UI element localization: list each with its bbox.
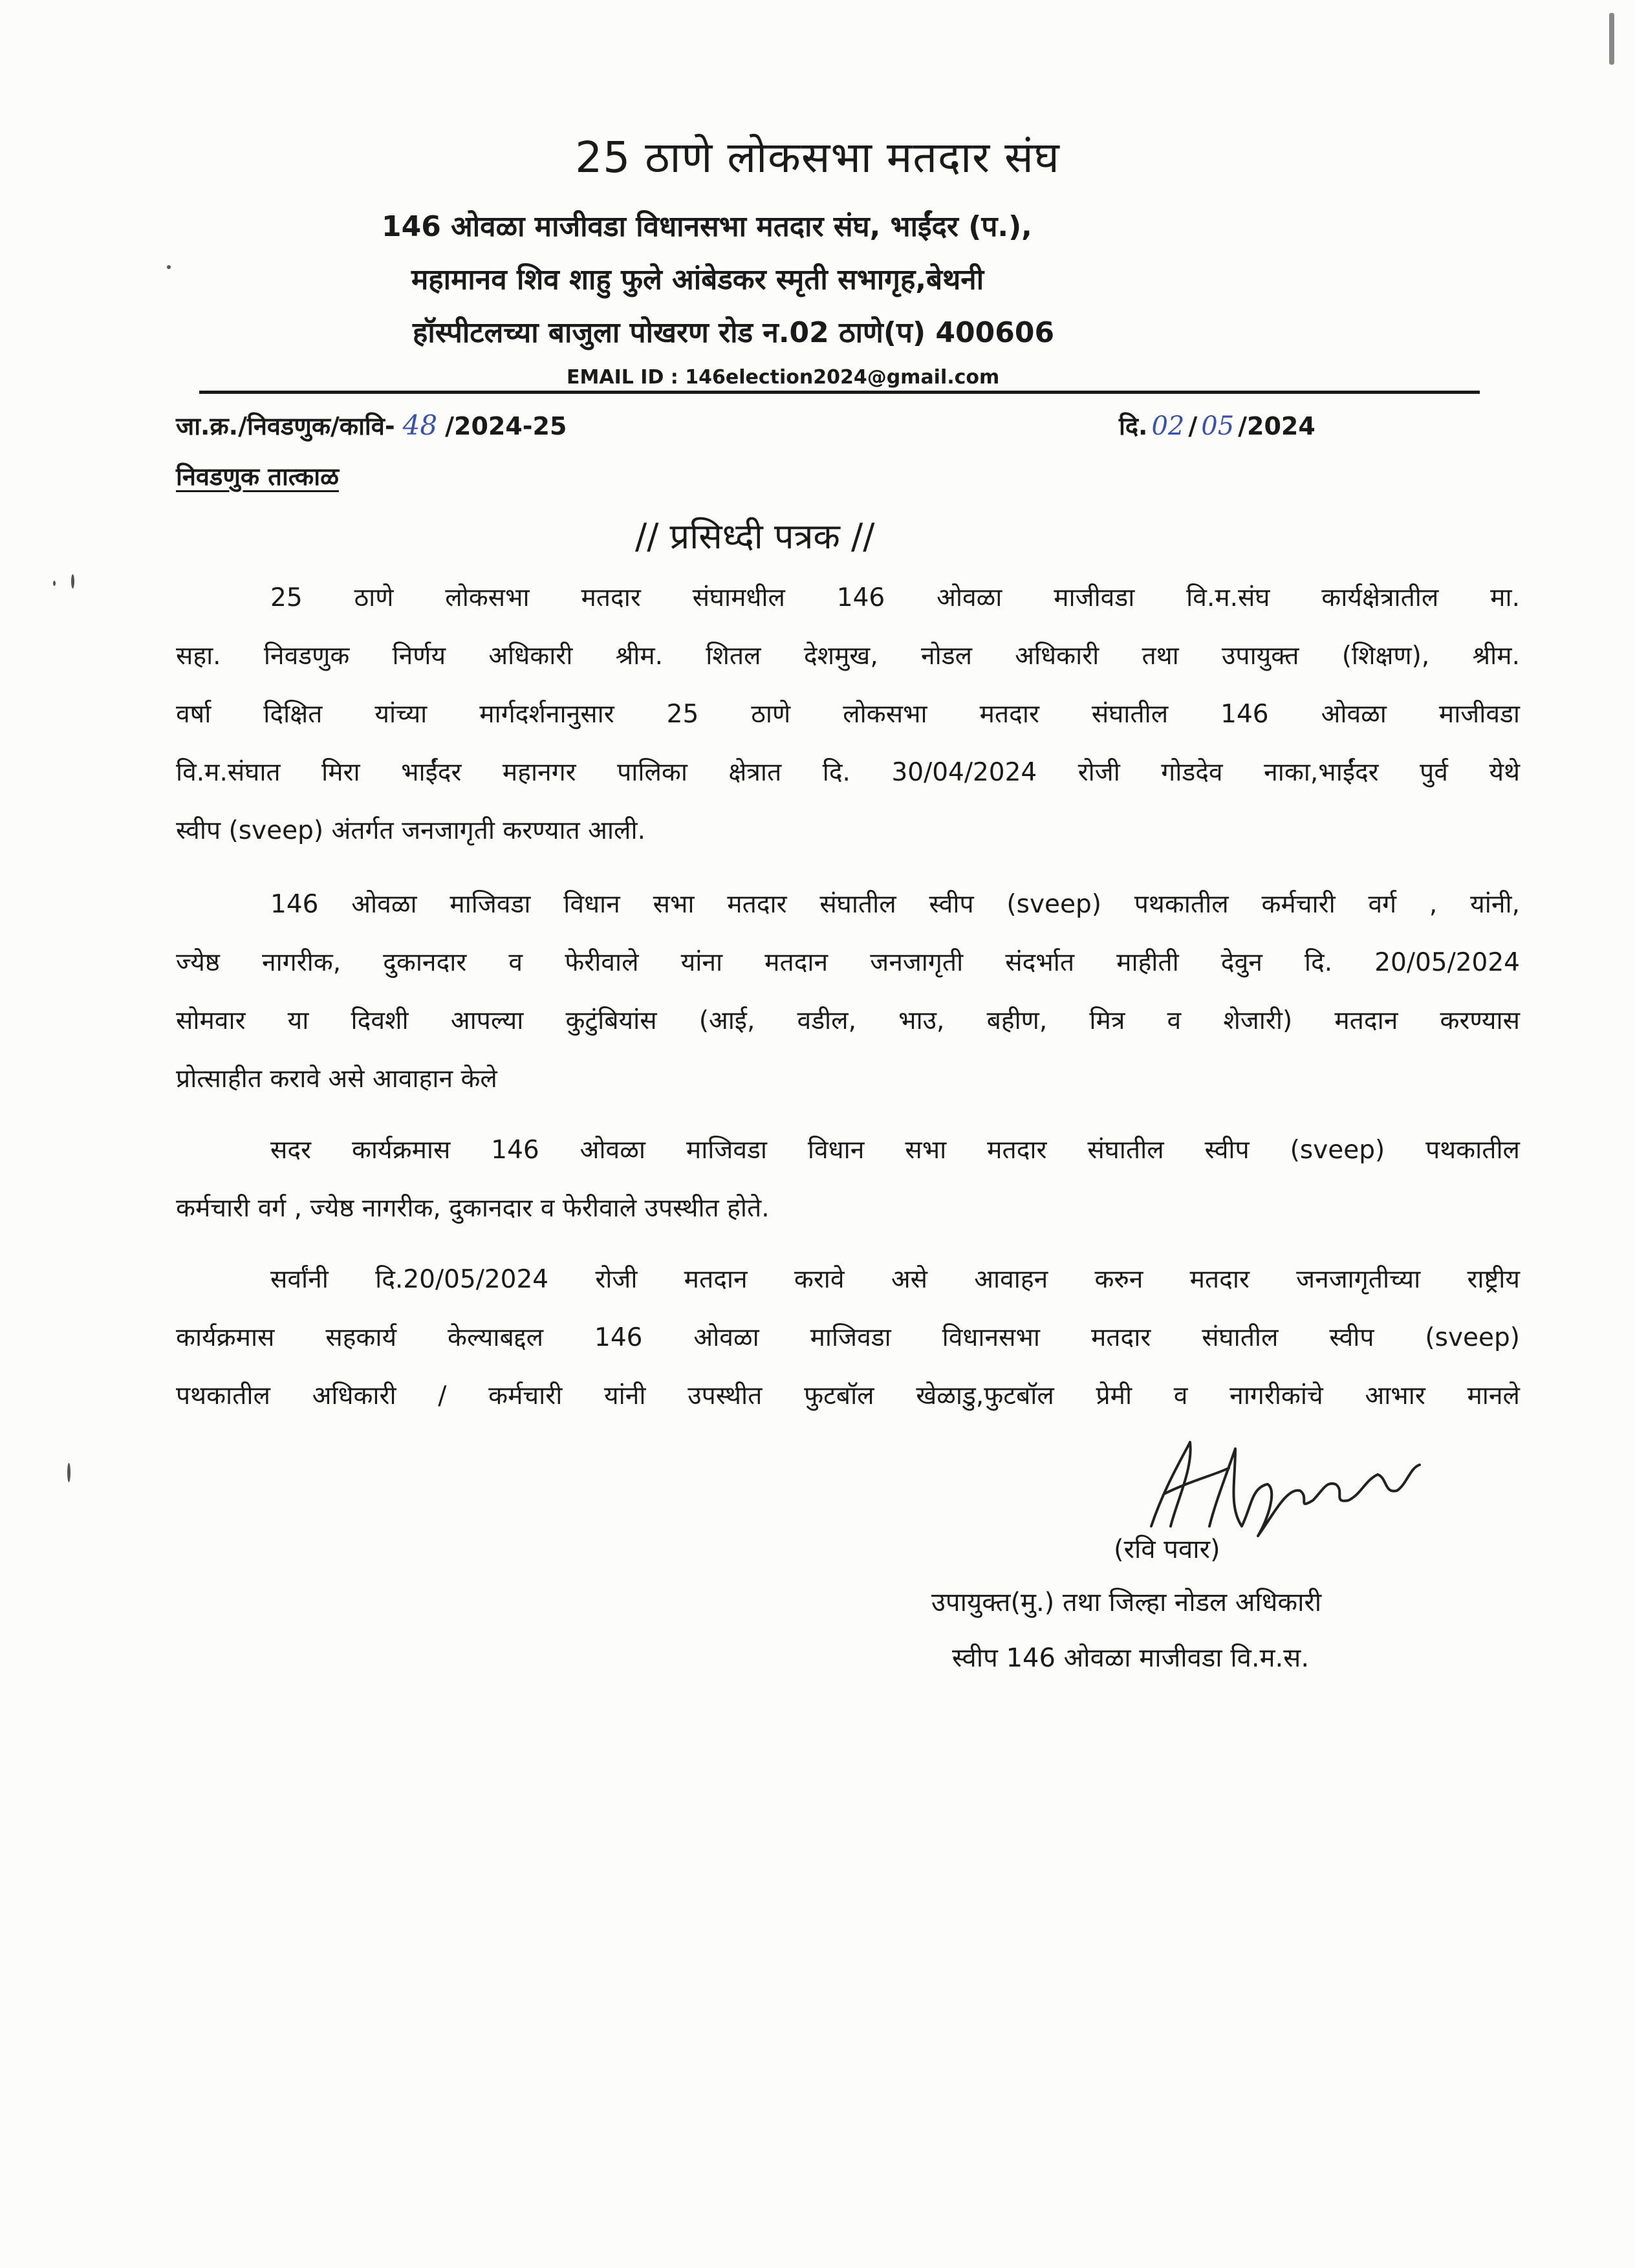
- reference-handwritten-number: 48: [402, 409, 438, 441]
- body-line: 146 ओवळा माजिवडा विधान सभा मतदार संघातील स्वीप (sveep) पथकातील कर्मचारी वर्ग , यांनी,: [270, 890, 1520, 919]
- body-line: प्रोत्साहीत करावे असे आवाहान केले: [176, 1064, 497, 1094]
- office-address-line-1: 146 ओवळा माजीवडा विधानसभा मतदार संघ, भाईंदर (प.),: [382, 210, 1032, 243]
- signatory-office: स्वीप 146 ओवळा माजीवडा वि.म.स.: [952, 1643, 1310, 1673]
- office-address-line-3: हॉस्पीटलच्या बाजुला पोखरण रोड न.02 ठाणे(प) 400606: [413, 316, 1055, 349]
- date-month: 05: [1201, 411, 1235, 441]
- body-line: सहा. निवडणुक निर्णय अधिकारी श्रीम. शितल देशमुख, नोडल अधिकारी तथा उपायुक्त (शिक्षण), श्रीम.: [176, 642, 1520, 671]
- body-line: ज्येष्ठ नागरीक, दुकानदार व फेरीवाले यांना मतदान जनजागृती संदर्भात माहीती देवुन दि. 20/05/2024: [176, 948, 1520, 977]
- date-prefix: दि.: [1119, 412, 1148, 440]
- scan-speck: [167, 265, 171, 269]
- body-line: सोमवार या दिवशी आपल्या कुटुंबियांस (आई, वडील, भाउ, बहीण, मित्र व शेजारी) मतदान करण्यास: [176, 1006, 1520, 1035]
- header-divider: [199, 391, 1480, 394]
- scan-speck: [71, 574, 74, 589]
- body-line: स्वीप (sveep) अंतर्गत जनजागृती करण्यात आली.: [176, 816, 645, 845]
- scan-edge-mark: [1609, 13, 1614, 65]
- date-sep: /: [1188, 412, 1198, 440]
- office-email: EMAIL ID : 146election2024@gmail.com: [567, 366, 1000, 389]
- scan-speck: [53, 581, 56, 586]
- office-address-line-2: महामानव शिव शाहु फुले आंबेडकर स्मृती सभागृह,बेथनी: [411, 263, 984, 296]
- date-year: /2024: [1238, 412, 1316, 440]
- reference-prefix: जा.क्र./निवडणुक/कावि-: [176, 412, 395, 440]
- body-line: पथकातील अधिकारी / कर्मचारी यांनी उपस्थीत फुटबॉल खेळाडु,फुटबॉल प्रेमी व नागरीकांचे आभार मानले: [176, 1381, 1520, 1410]
- letter-date: [1119, 409, 1316, 442]
- reference-suffix: /2024-25: [445, 412, 567, 440]
- reference-number: [176, 409, 567, 442]
- handwritten-signature: [1138, 1429, 1423, 1539]
- scan-speck: [67, 1463, 70, 1482]
- body-line: सदर कार्यक्रमास 146 ओवळा माजिवडा विधान सभा मतदार संघातील स्वीप (sveep) पथकातील: [270, 1136, 1520, 1165]
- signatory-name: (रवि पवार): [1114, 1535, 1220, 1564]
- body-line: वर्षा दिक्षित यांच्या मार्गदर्शनानुसार 25 ठाणे लोकसभा मतदार संघातील 146 ओवळा माजीवडा: [176, 700, 1520, 729]
- body-line: वि.म.संघात मिरा भाईंदर महानगर पालिका क्षेत्रात दि. 30/04/2024 रोजी गोडदेव नाका,भाईंदर पुर्व येथे: [176, 758, 1520, 787]
- document-heading: // प्रसिध्दी पत्रक //: [635, 516, 875, 557]
- body-line: कर्मचारी वर्ग , ज्येष्ठ नागरीक, दुकानदार व फेरीवाले उपस्थीत होते.: [176, 1194, 770, 1223]
- constituency-title: 25 ठाणे लोकसभा मतदार संघ: [575, 133, 1060, 182]
- date-day: 02: [1151, 411, 1185, 441]
- urgent-label: निवडणुक तात्काळ: [176, 462, 339, 491]
- body-line: 25 ठाणे लोकसभा मतदार संघामधील 146 ओवळा माजीवडा वि.म.संघ कार्यक्षेत्रातील मा.: [270, 583, 1520, 612]
- body-line: सर्वांनी दि.20/05/2024 रोजी मतदान करावे असे आवाहन करुन मतदार जनजागृतीच्या राष्ट्रीय: [270, 1265, 1520, 1294]
- signatory-designation: उपायुक्त(मु.) तथा जिल्हा नोडल अधिकारी: [931, 1588, 1322, 1617]
- body-line: कार्यक्रमास सहकार्य केल्याबद्दल 146 ओवळा माजिवडा विधानसभा मतदार संघातील स्वीप (sveep): [176, 1323, 1520, 1352]
